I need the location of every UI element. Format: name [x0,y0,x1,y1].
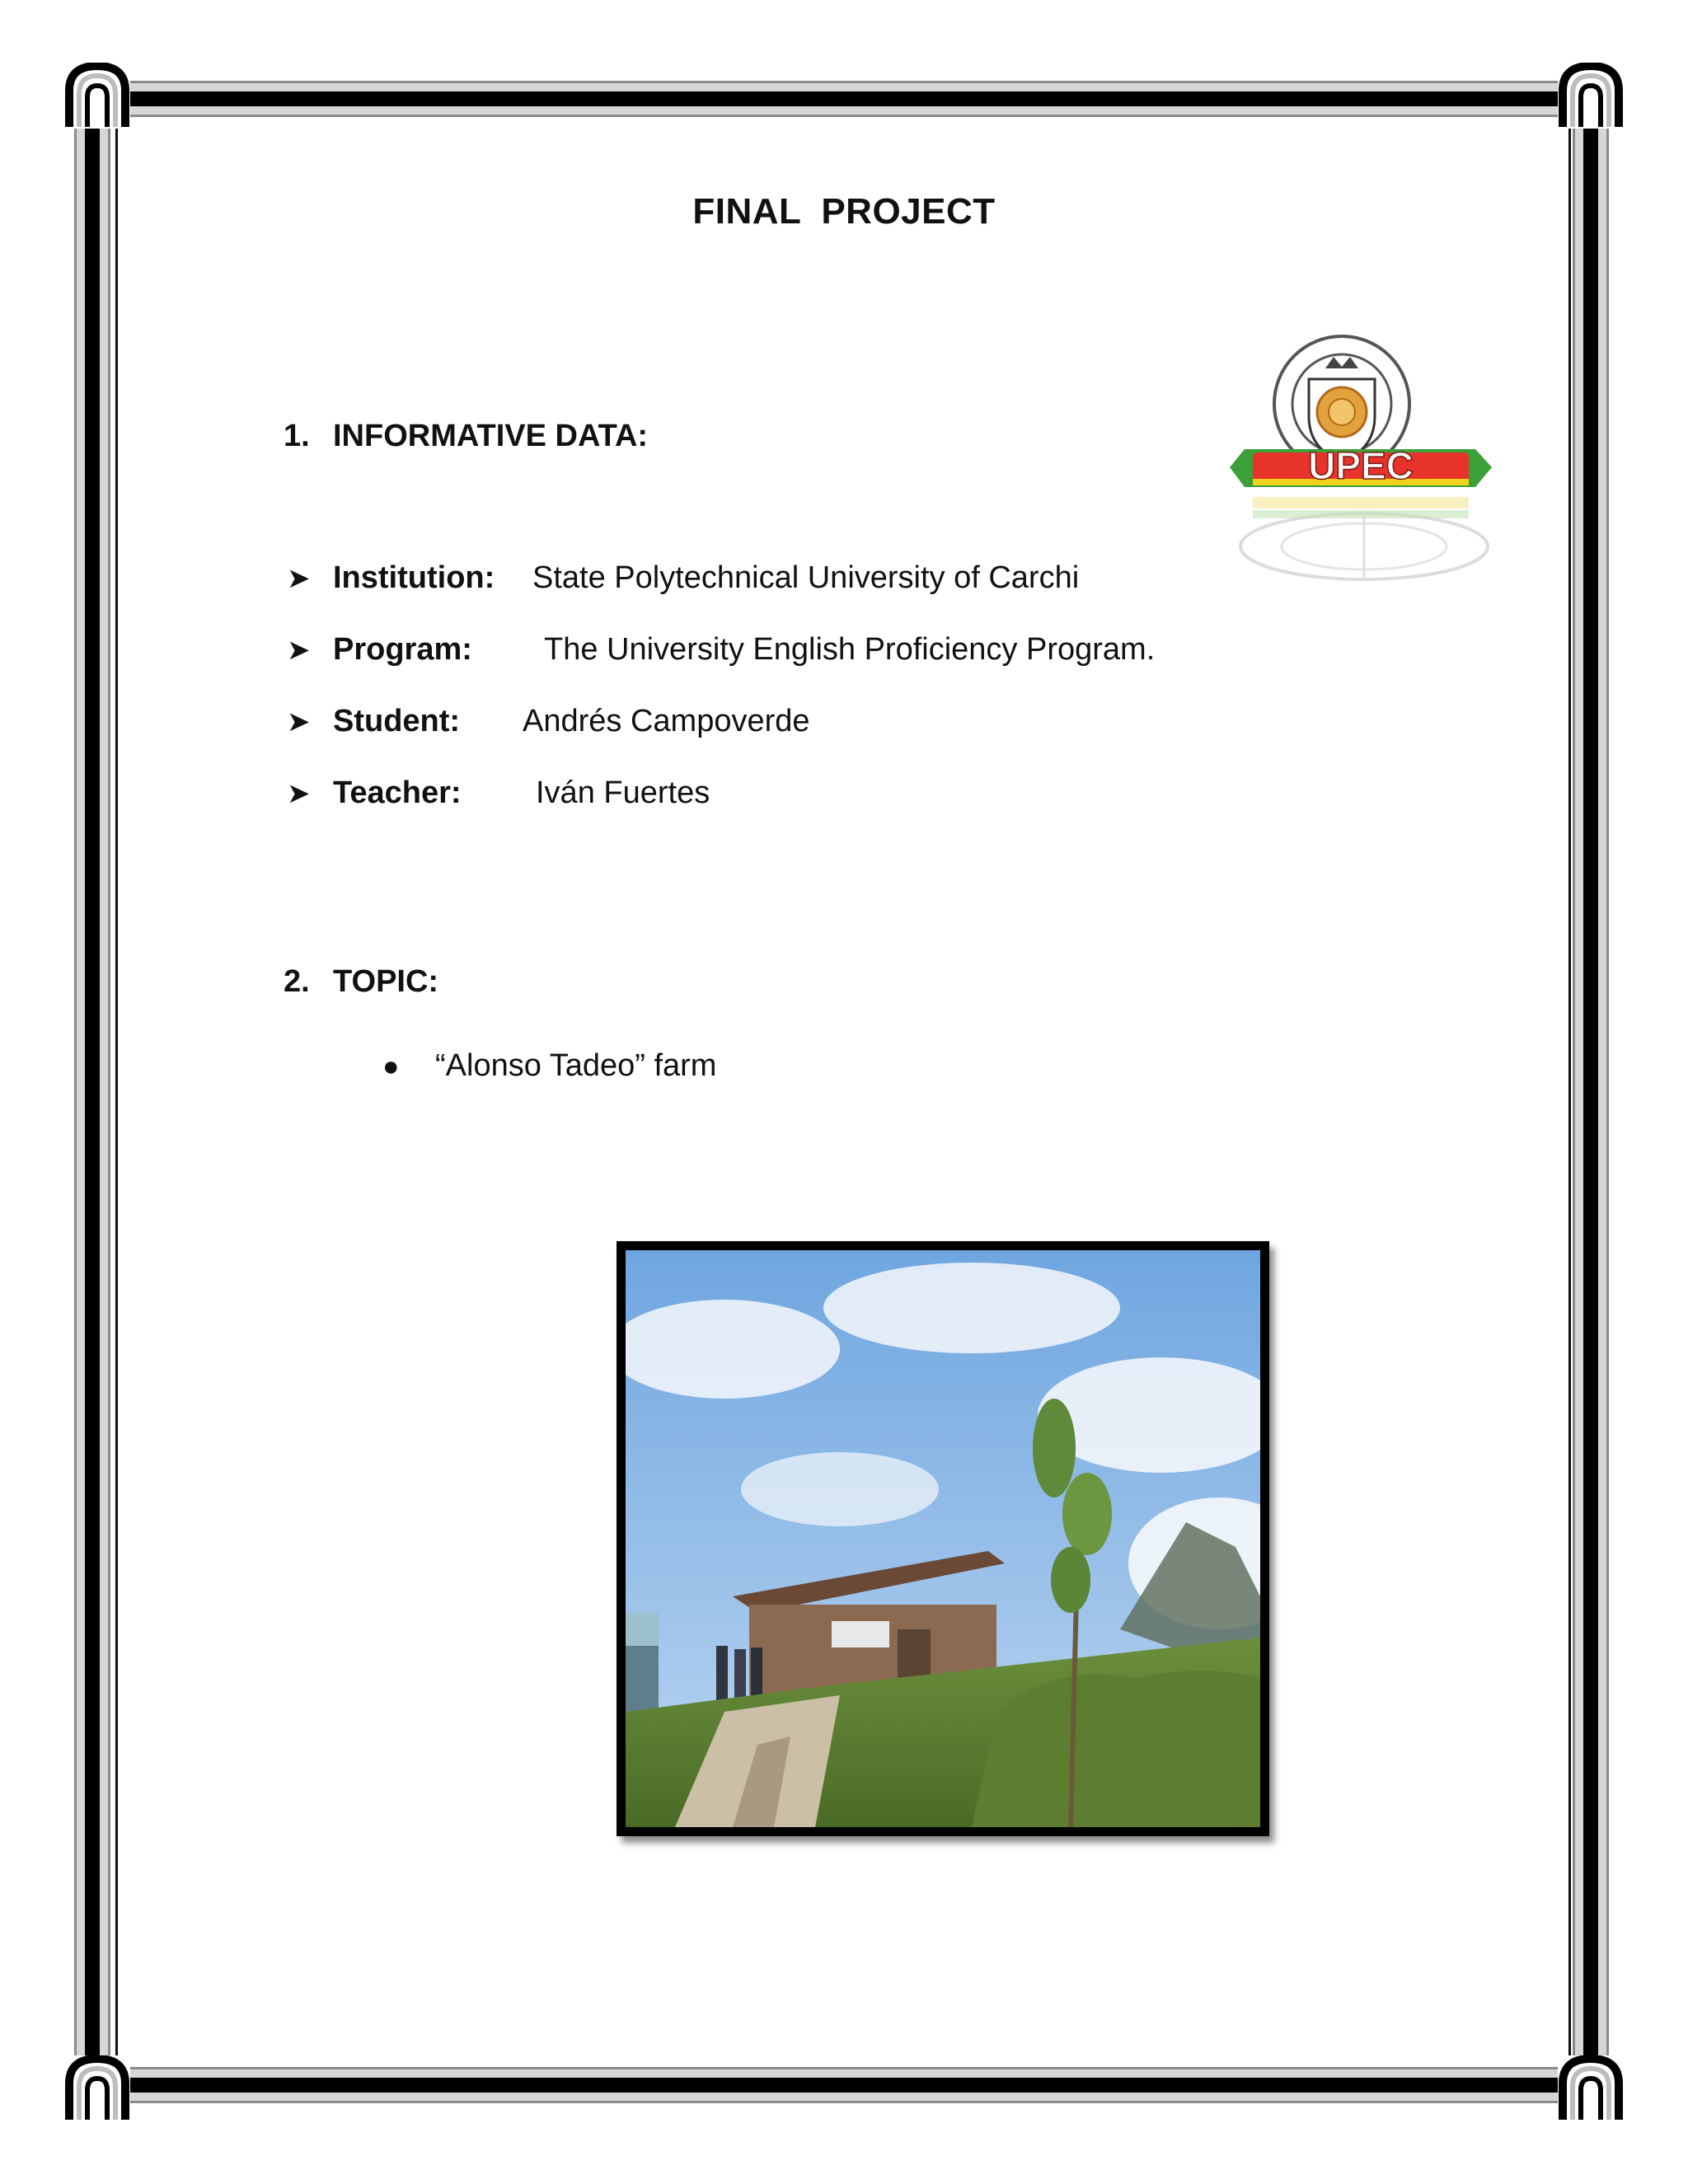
info-row-institution [287,560,1079,596]
farm-photo-image [626,1250,1260,1827]
university-logo [1212,326,1517,589]
info-row-teacher [287,776,710,811]
corner-ornament-top-right [1558,63,1624,129]
farm-photo [617,1241,1269,1836]
program-value: The University English Proficiency Program. [544,632,1156,667]
info-row-program [287,632,1155,668]
section-2-title: TOPIC: [333,964,439,999]
section-1-heading [284,419,648,454]
section-1-title: INFORMATIVE DATA: [333,419,649,453]
logo-acronym: UPEC [1308,444,1414,487]
section-2-heading [284,964,438,1000]
top-border [124,81,1564,117]
student-label: Student: [333,704,461,738]
right-border [1573,124,1609,2060]
teacher-label: Teacher: [333,776,462,810]
section-1-number: 1. [284,419,310,453]
arrowhead-bullet-icon: ➤ [287,635,311,666]
round-bullet-icon: ● [382,1051,400,1082]
arrowhead-bullet-icon: ➤ [287,778,311,809]
institution-value: State Polytechnical University of Carchi [532,560,1080,595]
topic-text: “Alonso Tadeo” farm [435,1048,717,1083]
corner-ornament-bottom-left [64,2055,130,2121]
topic-item [382,1048,716,1084]
page-title: FINAL PROJECT [692,191,996,232]
bottom-border [124,2067,1564,2103]
info-row-student [287,704,810,739]
inner-border-right [1568,124,1571,2060]
inner-border-left [115,124,118,2060]
arrowhead-bullet-icon: ➤ [287,563,311,594]
institution-label: Institution: [333,560,495,595]
left-border [74,124,110,2060]
student-value: Andrés Campoverde [523,704,810,738]
corner-ornament-top-left [64,63,130,129]
teacher-value: Iván Fuertes [536,776,710,810]
program-label: Program: [333,632,472,667]
corner-ornament-bottom-right [1558,2055,1624,2121]
section-2-number: 2. [284,964,310,999]
arrowhead-bullet-icon: ➤ [287,706,311,738]
